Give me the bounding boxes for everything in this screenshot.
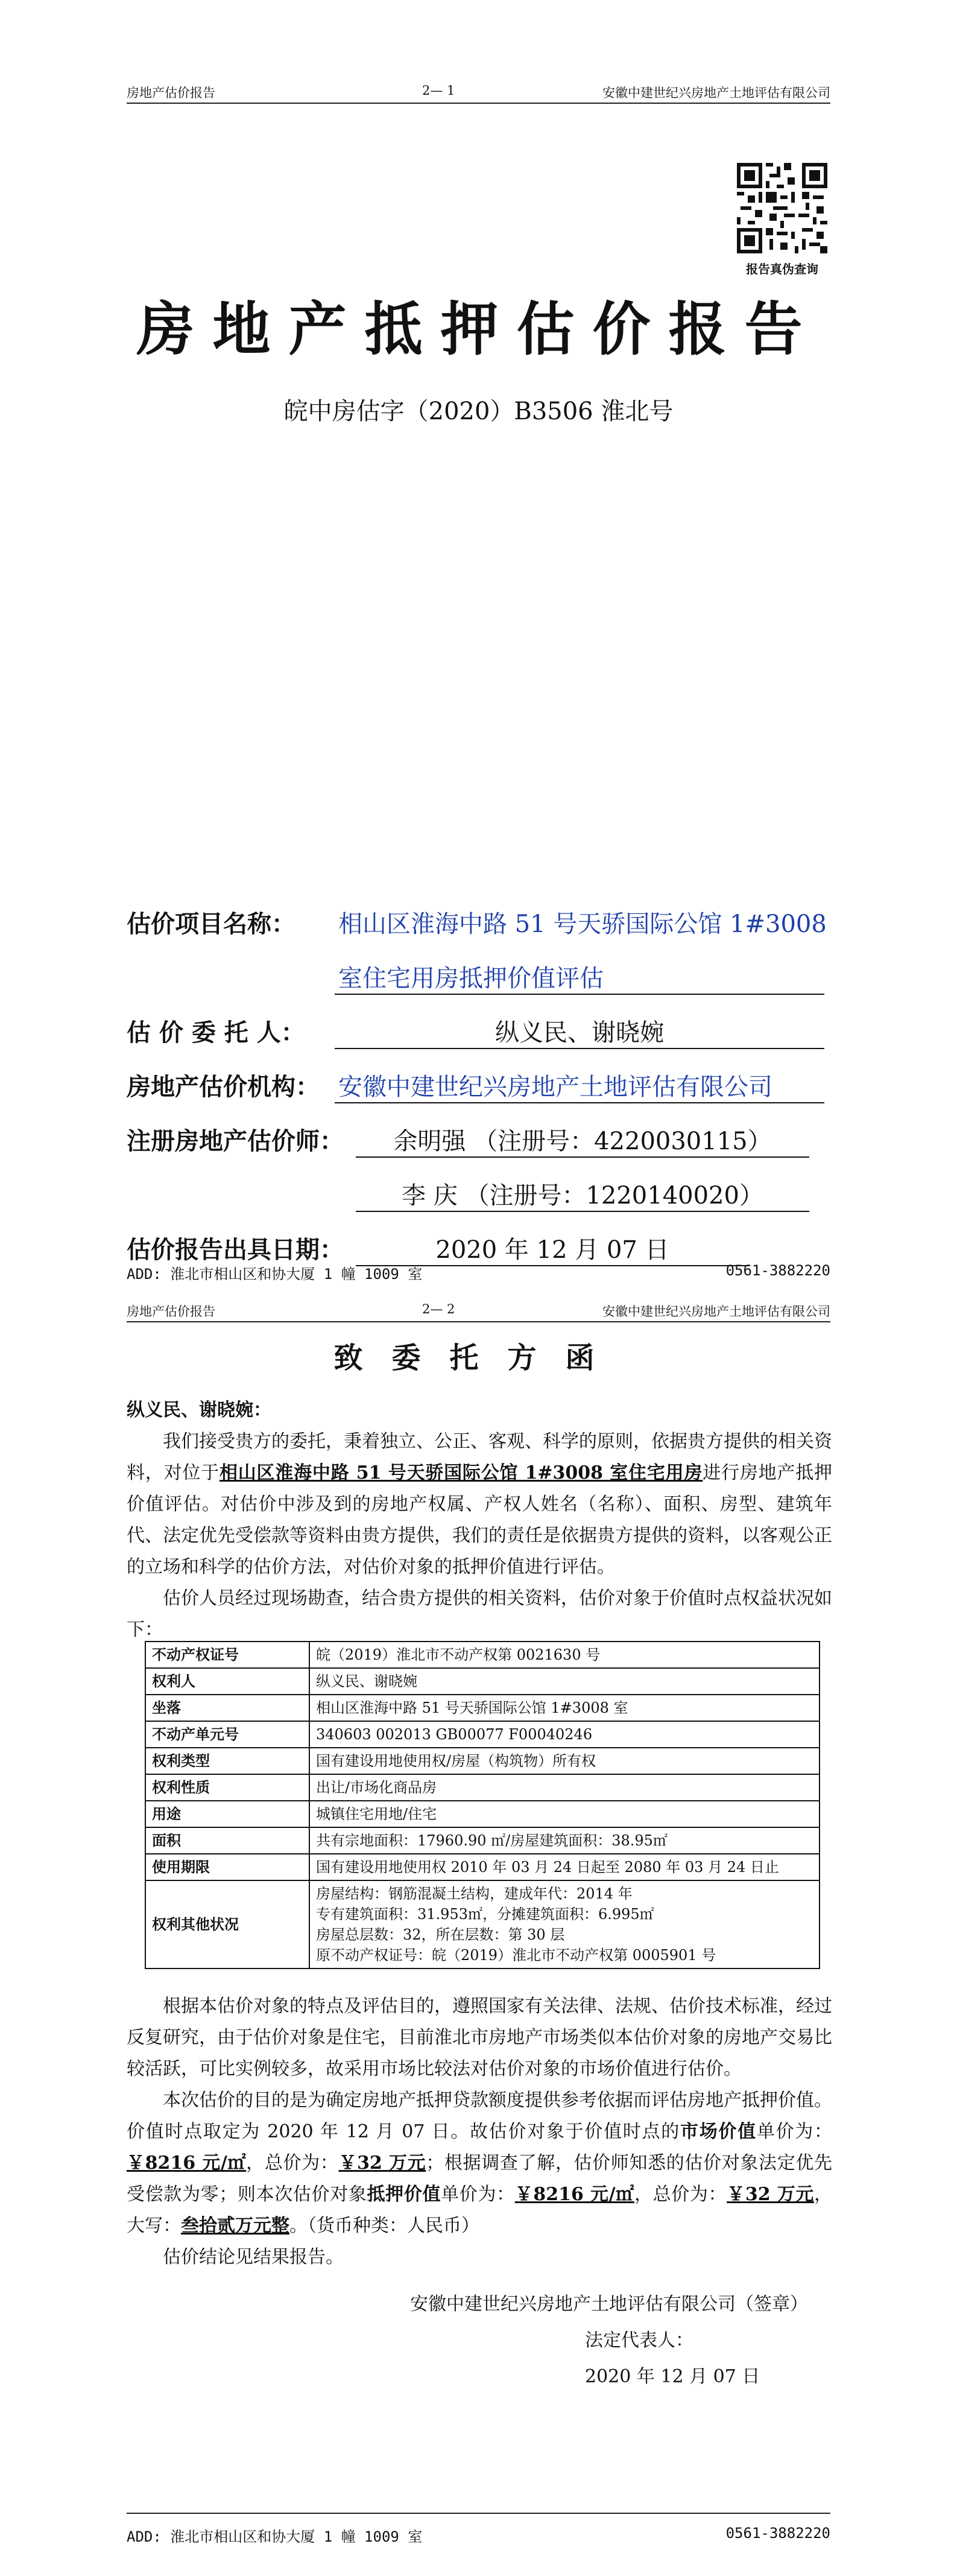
table-row-other xyxy=(145,1880,820,1968)
appraiser-row xyxy=(127,1122,838,1158)
other-line: 房屋结构：钢筋混凝土结构，建成年代：2014 年 xyxy=(316,1885,633,1902)
agency-value: 安徽中建世纪兴房地产土地评估有限公司 xyxy=(335,1068,824,1103)
table-value: 340603 002013 GB00077 F00040246 xyxy=(309,1721,820,1748)
table-key: 面积 xyxy=(145,1827,309,1854)
paragraph-5: 估价结论见结果报告。 xyxy=(163,2247,344,2268)
p4-c: 单价为： xyxy=(756,2121,833,2142)
paragraph-1 xyxy=(127,1426,832,1583)
client-value: 纵义民、谢晓婉 xyxy=(335,1014,824,1049)
footer-phone: 0561-3882220 xyxy=(725,1262,830,1279)
table-row xyxy=(145,1801,820,1827)
table-key: 权利人 xyxy=(145,1668,309,1695)
table-row xyxy=(145,1695,820,1721)
other-line: 专有建筑面积：31.953㎡，分摊建筑面积：6.995㎡ xyxy=(316,1906,654,1923)
footer-phone-2: 0561-3882220 xyxy=(725,2525,830,2542)
cover-info-block xyxy=(127,905,838,1285)
footer-address-2: ADD: 淮北市相山区和协大厦 1 幢 1009 室 xyxy=(127,2528,423,2545)
page-header xyxy=(127,78,830,104)
client-row xyxy=(127,1014,838,1050)
other-line: 原不动产权证号：皖（2019）淮北市不动产权第 0005901 号 xyxy=(316,1947,716,1964)
p4-market-unit-price: ￥8216 元/㎡ xyxy=(127,2152,247,2174)
other-line: 房屋总层数：32，所在层数：第 30 层 xyxy=(316,1926,565,1943)
paragraph-4 xyxy=(127,2085,832,2242)
appraiser-2: 李 庆 （注册号：1220140020） xyxy=(356,1176,809,1212)
table-row xyxy=(145,1854,820,1880)
footer-address: ADD: 淮北市相山区和协大厦 1 幢 1009 室 xyxy=(127,1266,423,1283)
header-page-number-2: 2— 2 xyxy=(422,1302,455,1316)
sign-representative: 法定代表人： xyxy=(585,2330,693,2351)
qr-code-block[interactable] xyxy=(734,163,830,277)
letter-body xyxy=(127,1395,832,1646)
table-value: 国有建设用地使用权 2010 年 03 月 24 日起至 2080 年 03 月 24 日止 xyxy=(309,1854,820,1880)
project-row xyxy=(127,905,838,941)
p4-g: ；根据调查了解，估价师知悉的估价对象法定优先受偿款为零；则本次估价对象 xyxy=(127,2152,832,2205)
table-row xyxy=(145,1774,820,1801)
date-row xyxy=(127,1231,838,1267)
project-value-line1: 相山区淮海中路 51 号天骄国际公馆 1#3008 xyxy=(338,910,827,938)
page-header-2 xyxy=(127,1297,830,1322)
p1-property: 相山区淮海中路 51 号天骄国际公馆 1#3008 室住宅用房 xyxy=(219,1462,703,1483)
table-value: 出让/市场化商品房 xyxy=(309,1774,820,1801)
qr-caption: 报告真伪查询 xyxy=(746,262,818,276)
appraiser-label: 注册房地产估价师： xyxy=(127,1127,344,1155)
report-number: 皖中房估字（2020）B3506 淮北号 xyxy=(283,398,674,425)
page-footer-2 xyxy=(127,2513,830,2545)
project-row-2 xyxy=(127,959,838,995)
p4-market-value: 市场价值 xyxy=(680,2121,757,2142)
header-left: 房地产估价报告 xyxy=(127,86,215,100)
p4-k: ，总价为： xyxy=(634,2184,727,2205)
table-row xyxy=(145,1748,820,1774)
header-page-number: 2— 1 xyxy=(422,83,455,98)
table-key: 不动产单元号 xyxy=(145,1721,309,1748)
table-key: 权利类型 xyxy=(145,1748,309,1774)
appraiser-row-2 xyxy=(127,1176,838,1213)
table-key: 用途 xyxy=(145,1801,309,1827)
letter-body-2 xyxy=(127,1991,832,2273)
p1-text-c: 进行房地产抵押价值评估。对估价中涉及到的房地产权属、产权人姓名（名称）、面积、房型、建筑年代、法定优先受偿款等资料由贵方提供，我们的责任是依据贵方提供的资料，以客观公正的立场和科学的估价方法，对估价对象的抵押价值进行评估。 xyxy=(127,1462,832,1578)
p4-e: ，总价为： xyxy=(246,2152,339,2174)
p4-i: 单价为： xyxy=(441,2184,515,2205)
p4-a: 本次估价的目的是为确定房地产抵押贷款额度提供参考依据而评估房地产抵押价值。价值时点取定为 2020 年 12 月 07 日。故估价对象于价值时点的 xyxy=(127,2090,832,2142)
table-key: 坐落 xyxy=(145,1695,309,1721)
rights-table-wrap xyxy=(145,1641,820,1969)
table-row xyxy=(145,1642,820,1668)
project-label: 估价项目名称： xyxy=(127,910,295,938)
table-value: 共有宗地面积：17960.90 ㎡/房屋建筑面积：38.95㎡ xyxy=(309,1827,820,1854)
salutation: 纵义民、谢晓婉： xyxy=(127,1400,271,1421)
table-value: 纵义民、谢晓婉 xyxy=(309,1668,820,1695)
letter-title: 致委托方函 xyxy=(333,1341,624,1375)
table-key: 使用期限 xyxy=(145,1854,309,1880)
table-row xyxy=(145,1668,820,1695)
p4-mortgage-value: 抵押价值 xyxy=(367,2184,441,2205)
agency-row xyxy=(127,1068,838,1104)
paragraph-2: 估价人员经过现场勘查，结合贵方提供的相关资料，估价对象于价值时点权益状况如下： xyxy=(127,1588,832,1640)
table-key: 不动产权证号 xyxy=(145,1642,309,1668)
table-row xyxy=(145,1721,820,1748)
table-value: 国有建设用地使用权/房屋（构筑物）所有权 xyxy=(309,1748,820,1774)
header-left-2: 房地产估价报告 xyxy=(127,1304,215,1319)
table-value: 皖（2019）淮北市不动产权第 0021630 号 xyxy=(309,1642,820,1668)
sign-company: 安徽中建世纪兴房地产土地评估有限公司（签章） xyxy=(410,2294,808,2315)
sign-date: 2020 年 12 月 07 日 xyxy=(585,2366,760,2387)
signature-block xyxy=(127,2286,832,2395)
table-value-other xyxy=(309,1880,820,1968)
rights-table xyxy=(145,1641,820,1969)
table-value: 城镇住宅用地/住宅 xyxy=(309,1801,820,1827)
header-company-2: 安徽中建世纪兴房地产土地评估有限公司 xyxy=(602,1304,830,1319)
table-row xyxy=(145,1827,820,1854)
qr-code-icon xyxy=(737,163,827,253)
table-value: 相山区淮海中路 51 号天骄国际公馆 1#3008 室 xyxy=(309,1695,820,1721)
date-label: 估价报告出具日期： xyxy=(127,1236,344,1264)
p4-market-total: ￥32 万元 xyxy=(338,2152,426,2174)
p4-m: ，大写： xyxy=(127,2184,833,2236)
table-key: 权利性质 xyxy=(145,1774,309,1801)
p4-mortgage-unit-price: ￥8216 元/㎡ xyxy=(514,2184,634,2205)
p1-text-a: 我们接受贵方的委托，秉着独立、公正、客观、科学的原则，依据贵方提供的相关资料，对位于 xyxy=(127,1431,832,1483)
agency-label: 房地产估价机构： xyxy=(127,1073,320,1101)
date-value: 2020 年 12 月 07 日 xyxy=(356,1231,749,1266)
project-value-line2: 室住宅用房抵押价值评估 xyxy=(335,959,824,995)
client-label: 估 价 委 托 人： xyxy=(127,1018,305,1047)
header-company: 安徽中建世纪兴房地产土地评估有限公司 xyxy=(602,86,830,100)
p4-mortgage-total: ￥32 万元 xyxy=(727,2184,815,2205)
p4-o: 。（货币种类：人民币） xyxy=(289,2215,479,2236)
p4-amount-in-words: 叁拾贰万元整 xyxy=(181,2215,289,2236)
report-title: 房地产抵押估价报告 xyxy=(136,295,821,363)
paragraph-3: 根据本估价对象的特点及评估目的，遵照国家有关法律、法规、估价技术标准，经过反复研究，由于估价对象是住宅，目前淮北市房地产市场类似本估价对象的房地产交易比较活跃，可比实例较多，故采用市场比较法对估价对象的市场价值进行估价。 xyxy=(127,1996,832,2080)
appraiser-1: 余明强 （注册号：4220030115） xyxy=(356,1122,809,1158)
table-key: 权利其他状况 xyxy=(145,1880,309,1968)
